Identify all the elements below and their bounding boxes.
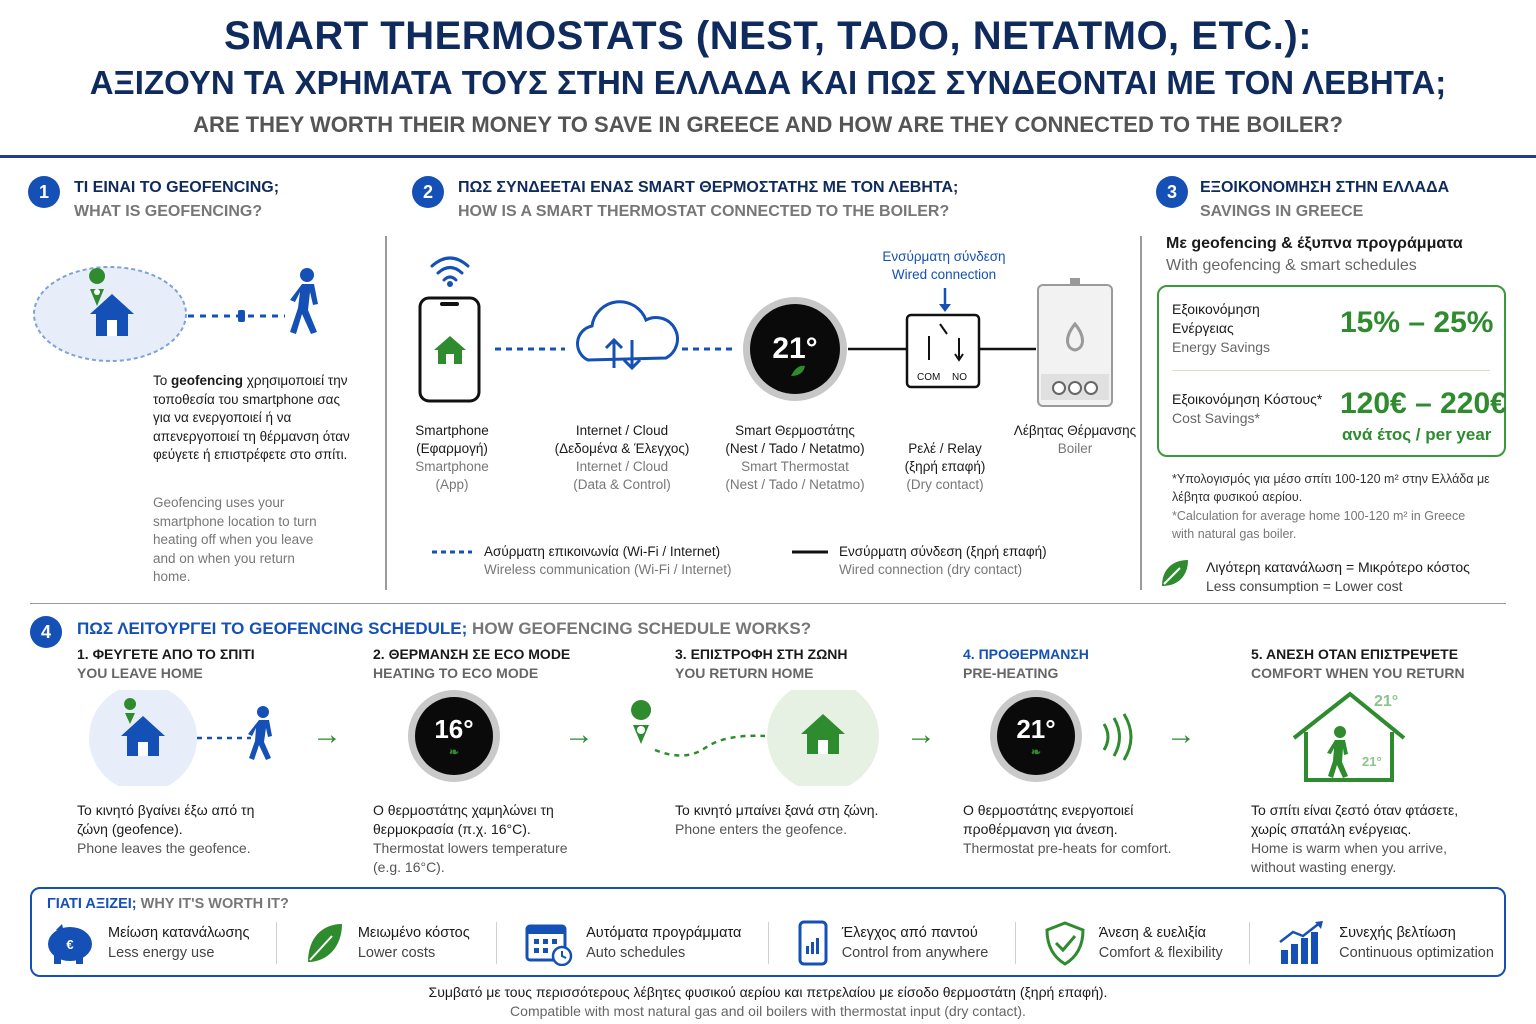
why-label-greek: Μείωση κατανάλωσης (108, 925, 250, 941)
why-label-greek: Μειωμένο κόστος (357, 925, 470, 941)
step3-description (675, 801, 905, 839)
legend-wireless-greek: Ασύρματη επικοινωνία (Wi-Fi / Internet) (484, 544, 721, 559)
step-title-english: PRE-HEATING (963, 665, 1059, 681)
why-label-english: Lower costs (357, 945, 436, 961)
legend-wireless-english: Wireless communication (Wi-Fi / Internet) (484, 562, 732, 577)
thermostat-temp-label: 16° (434, 713, 474, 744)
walking-person-icon (248, 706, 272, 760)
cost-savings-period: ανά έτος / per year (1342, 425, 1492, 444)
section2-title: ΠΩΣ ΣΥΝΔΕΕΤΑΙ ΕΝΑΣ SMART ΘΕΡΜΟΣΤΑΤΗΣ ΜΕ ΤΟΝ ΛΕΒΗΤΑ; (458, 179, 959, 196)
footnote-greek: *Υπολογισμός για μέσο σπίτι 100-120 m² στην Ελλάδα με λέβητα φυσικού αερίου. (1172, 472, 1490, 504)
phone-chart-icon (796, 920, 830, 966)
why-separator (276, 922, 277, 964)
savings-box-divider (1172, 370, 1490, 371)
step-desc-english: Thermostat lowers temperature (e.g. 16°C). (373, 840, 568, 875)
step2-description (373, 801, 573, 877)
why-label-english: Continuous optimization (1339, 945, 1494, 961)
step-desc-greek: Το κινητό βγαίνει έξω από τη ζώνη (geofence). (77, 802, 255, 837)
section4-number-badge: 4 (30, 616, 62, 648)
section1-text-english: Geofencing uses your smartphone location to turn heating off when you leave and on when you return home. (153, 495, 317, 584)
legend-wired-greek: Ενσύρματη σύνδεση (ξηρή επαφή) (839, 544, 1047, 559)
page-subtitle-greek: ΑΞΙΖΟΥΝ ΤΑ ΧΡΗΜΑΤΑ ΤΟΥΣ ΣΤΗΝ ΕΛΛΑΔΑ ΚΑΙ ΠΩΣ ΣΥΝΔΕΟΝΤΑΙ ΜΕ ΤΟΝ ΛΕΒΗΤΑ; (89, 64, 1447, 101)
node-label-gr1: Smart Θερμοστάτης (735, 423, 855, 438)
why-label-english: Less energy use (108, 945, 215, 961)
energy-savings-label (1172, 300, 1270, 357)
step4-description (963, 801, 1173, 858)
wifi-icon (432, 258, 468, 280)
why-item-control-anywhere (796, 920, 989, 966)
step-arrow-icon: → (312, 718, 342, 751)
node-label-en1: Smart Thermostat (741, 459, 849, 474)
section2-number-badge: 2 (412, 176, 444, 208)
wired-note-english: Wired connection (891, 267, 997, 282)
header-divider (0, 155, 1536, 158)
section3-number-badge: 3 (1156, 176, 1188, 208)
leaf-icon (1158, 556, 1192, 590)
step4-thermostat-icon (990, 690, 1082, 782)
cost-savings-value: 120€ – 220€ (1340, 387, 1507, 420)
node-boiler (1010, 422, 1140, 458)
step-desc-english: Phone leaves the geofence. (77, 840, 251, 856)
step-arrow-icon: → (906, 718, 936, 751)
smartphone-icon (420, 298, 479, 401)
why-label-english: Auto schedules (586, 945, 686, 961)
step-title-english: COMFORT WHEN YOU RETURN (1251, 665, 1465, 681)
section-divider (385, 236, 387, 590)
energy-label-gr2: Ενέργειας (1172, 320, 1234, 336)
cost-savings-label (1172, 390, 1322, 428)
step-title-english: YOU LEAVE HOME (77, 665, 203, 681)
tagline-greek: Λιγότερη κατανάλωση = Μικρότερο κόστος (1206, 559, 1470, 575)
step2-thermostat-icon (408, 690, 500, 782)
heat-waves-icon (1098, 712, 1138, 762)
step1-illustration (85, 690, 285, 786)
calendar-icon (524, 920, 574, 966)
walking-person-icon (290, 268, 318, 334)
energy-label-en: Energy Savings (1172, 339, 1271, 355)
relay-icon (907, 315, 979, 387)
thermostat-temp-label: 21° (1016, 713, 1056, 744)
node-label-en2: (App) (435, 477, 469, 492)
node-label-gr2: (Εφαρμογή) (416, 441, 488, 456)
step-desc-greek: Το κινητό μπαίνει ξανά στη ζώνη. (675, 802, 879, 818)
energy-savings-value: 15% – 25% (1340, 306, 1494, 339)
thermostat-temp-label: 21° (772, 332, 818, 365)
node-label-en2: (Data & Control) (573, 477, 671, 492)
node-thermostat (720, 422, 870, 494)
why-title (47, 896, 289, 912)
section4-title-greek: ΠΩΣ ΛΕΙΤΟΥΡΓΕΙ ΤΟ GEOFENCING SCHEDULE; (77, 619, 468, 638)
node-label-gr1: Λέβητας Θέρμανσης (1013, 423, 1137, 438)
step-desc-greek: Ο θερμοστάτης χαμηλώνει τη θερμοκρασία (π.χ. 16°C). (373, 802, 554, 837)
step-title-greek: 5. ΑΝΕΣΗ ΟΤΑΝ ΕΠΙΣΤΡΕΨΕΤΕ (1251, 646, 1459, 662)
smart-thermostat-icon (743, 297, 847, 401)
node-relay (885, 440, 1005, 494)
cost-label-en: Cost Savings* (1172, 410, 1260, 426)
why-label-english: Control from anywhere (841, 945, 989, 961)
section3-subtitle: SAVINGS IN GREECE (1200, 203, 1364, 220)
why-separator (1015, 922, 1016, 964)
node-label-en2: (Nest / Tado / Netatmo) (725, 477, 865, 492)
step-arrow-icon: → (564, 718, 594, 751)
section3-title: ΕΞΟΙΚΟΝΟΜΗΣΗ ΣΤΗΝ ΕΛΛΑΔΑ (1200, 179, 1450, 196)
geofence-illustration (30, 262, 340, 372)
tagline-english: Less consumption = Lower cost (1206, 578, 1403, 594)
node-label-gr1: Ρελέ / Relay (908, 441, 982, 456)
step2-title (373, 645, 570, 683)
step-title-greek: 4. ΠΡΟΘΕΡΜΑΝΣΗ (963, 646, 1089, 662)
person-icon (1327, 726, 1348, 778)
step5-description (1251, 801, 1466, 877)
step-desc-english: Thermostat pre-heats for comfort. (963, 840, 1172, 856)
step1-description (77, 801, 287, 858)
section4-divider (30, 603, 1506, 604)
why-item-optimization (1277, 920, 1494, 966)
why-item-comfort (1043, 920, 1223, 966)
footer-english: Compatible with most natural gas and oil boilers with thermostat input (dry contact). (510, 1003, 1026, 1019)
svg-text:€: € (66, 937, 74, 952)
leaf-icon (304, 920, 346, 966)
step-title-english: YOU RETURN HOME (675, 665, 814, 681)
sync-arrows-icon (606, 340, 640, 368)
leaf-icon: ❧ (448, 744, 460, 759)
node-label-gr1: Smartphone (415, 423, 489, 438)
step-arrow-icon: → (1166, 718, 1196, 751)
node-label-en1: Internet / Cloud (575, 459, 669, 474)
step-desc-english: Home is warm when you arrive, without wasting energy. (1251, 840, 1448, 875)
relay-no-label: NO (952, 372, 967, 383)
section4-title (77, 619, 811, 639)
node-smartphone (392, 422, 512, 494)
section2-subtitle: HOW IS A SMART THERMOSTAT CONNECTED TO THE BOILER? (458, 203, 950, 220)
node-label-gr2: (ξηρή επαφή) (904, 459, 986, 474)
step-title-english: HEATING TO ECO MODE (373, 665, 539, 681)
why-item-lower-costs (304, 920, 470, 966)
cost-label-gr: Εξοικονόμηση Κόστους* (1172, 391, 1323, 407)
energy-label-gr1: Εξοικονόμηση (1172, 301, 1260, 317)
step-title-greek: 3. ΕΠΙΣΤΡΟΦΗ ΣΤΗ ΖΩΝΗ (675, 646, 848, 662)
cloud-icon (578, 302, 678, 360)
why-label-english: Comfort & flexibility (1098, 945, 1223, 961)
why-label-greek: Αυτόματα προγράμματα (586, 925, 742, 941)
node-label-gr2: (Δεδομένα & Έλεγχος) (554, 441, 690, 456)
legend-dashed-line-icon (430, 546, 474, 558)
section-divider (1140, 236, 1142, 590)
page-subtitle-english: ARE THEY WORTH THEIR MONEY TO SAVE IN GREECE AND HOW ARE THEY CONNECTED TO THE BOILER? (193, 112, 1343, 137)
section4-title-english: HOW GEOFENCING SCHEDULE WORKS? (472, 619, 812, 638)
why-items-row (44, 918, 1494, 968)
why-title-greek: ΓΙΑΤΙ ΑΞΙΖΕΙ; (47, 896, 137, 912)
connection-diagram (400, 236, 1140, 416)
footer-greek: Συμβατό με τους περισσότερους λέβητες φυσικού αερίου και πετρελαίου με είσοδο θερμοστάτη (ξηρή επαφή). (428, 984, 1108, 1000)
footnote-english: *Calculation for average home 100-120 m² in Greece with natural gas boiler. (1172, 509, 1466, 541)
step-title-greek: 1. ΦΕΥΓΕΤΕ ΑΠΟ ΤΟ ΣΠΙΤΙ (77, 646, 255, 662)
why-label-greek: Άνεση & ευελιξία (1098, 925, 1207, 941)
section1-text-greek: Το geofencing χρησιμοποιεί την τοποθεσία του smartphone σας για να ενεργοποιεί ή να απενεργοποιεί τη θέρμανση όταν φεύγετε ή επιστρέφετε στο σπίτι. (153, 373, 350, 462)
wired-note-greek: Ενσύρματη σύνδεση (882, 249, 1006, 264)
step-desc-greek: Ο θερμοστάτης ενεργοποιεί προθέρμανση για άνεση. (963, 802, 1134, 837)
why-label-greek: Συνεχής βελτίωση (1339, 925, 1456, 941)
node-label-en1: (Dry contact) (906, 477, 984, 492)
leaf-icon: ❧ (1030, 744, 1042, 759)
page-title: SMART THERMOSTATS (NEST, TADO, NETATMO, ETC.): (223, 14, 1313, 58)
node-label-gr1: Internet / Cloud (575, 423, 669, 438)
legend-solid-line-icon (790, 546, 830, 558)
step5-title (1251, 645, 1465, 683)
step-desc-greek: Το σπίτι είναι ζεστό όταν φτάσετε, χωρίς σπατάλη ενέργειας. (1251, 802, 1459, 837)
bar-chart-icon (1277, 920, 1327, 966)
node-label-en1: Smartphone (415, 459, 489, 474)
piggy-bank-icon (44, 920, 96, 966)
location-pin-icon (124, 698, 136, 710)
step4-title (963, 645, 1089, 683)
savings-intro-greek: Με geofencing & έξυπνα προγράμματα (1166, 235, 1463, 252)
step1-title (77, 645, 255, 683)
legend-wired-english: Wired connection (dry contact) (839, 562, 1023, 577)
step-title-greek: 2. ΘΕΡΜΑΝΣΗ ΣΕ ECO MODE (373, 646, 571, 662)
relay-com-label: COM (917, 372, 941, 383)
why-separator (496, 922, 497, 964)
why-item-auto-schedules (524, 920, 741, 966)
boiler-icon (1038, 278, 1112, 406)
small-temp-label: 21° (1362, 754, 1382, 769)
why-separator (1249, 922, 1250, 964)
location-pin-icon (631, 700, 651, 720)
why-item-less-energy (44, 920, 249, 966)
why-label-greek: Έλεγχος από παντού (841, 925, 978, 941)
step-desc-english: Phone enters the geofence. (675, 821, 848, 837)
why-separator (768, 922, 769, 964)
phone-small-icon (238, 310, 245, 322)
shield-check-icon (1043, 920, 1087, 966)
savings-intro-english: With geofencing & smart schedules (1166, 257, 1417, 274)
step5-temp-label: 21° (1374, 693, 1399, 710)
node-label-gr2: (Nest / Tado / Netatmo) (725, 441, 865, 456)
step3-title (675, 645, 848, 683)
step3-illustration (625, 690, 885, 786)
why-title-english: WHY IT'S WORTH IT? (140, 896, 289, 912)
section1-number-badge: 1 (28, 176, 60, 208)
section1-title: ΤΙ ΕΙΝΑΙ ΤΟ GEOFENCING; (74, 179, 280, 196)
section1-subtitle: WHAT IS GEOFENCING? (74, 203, 263, 220)
node-label-en1: Boiler (1057, 441, 1093, 456)
node-cloud (547, 422, 697, 494)
